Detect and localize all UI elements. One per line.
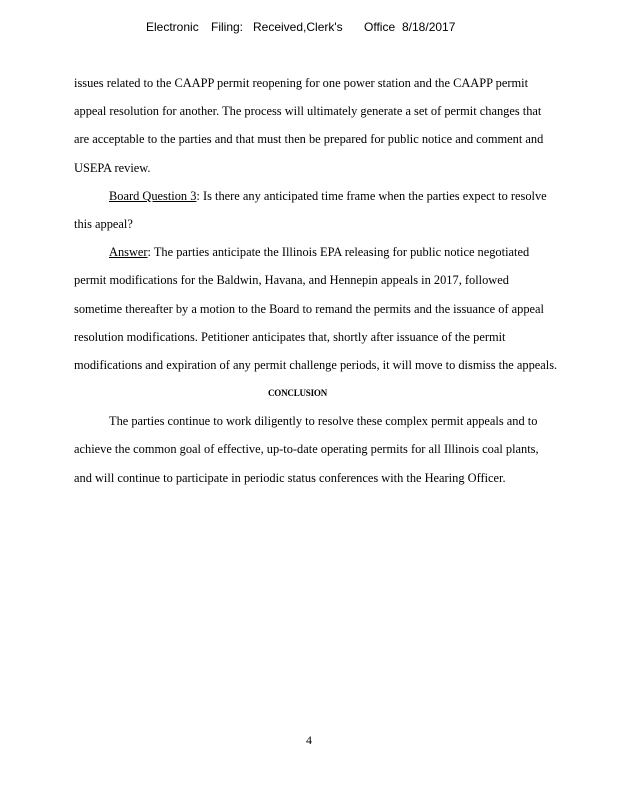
body-line: issues related to the CAAPP permit reopening for one power station and the CAAPP permit [74, 76, 529, 90]
body-line: appeal resolution for another. The process will ultimately generate a set of permit changes that [74, 104, 542, 119]
header-office: Office [364, 20, 396, 34]
body-line: USEPA review. [74, 160, 151, 175]
answer-text: : The parties anticipate the Illinois EPA releasing for public notice negotiated [147, 245, 530, 260]
conclusion-heading: CONCLUSION [268, 388, 328, 399]
question-line [74, 182, 614, 210]
body-line: and will continue to participate in periodic status conferences with the Hearing Officer. [74, 470, 506, 485]
body-line: resolution modifications. Petitioner anticipates that, shortly after issuance of the permit [74, 329, 506, 344]
header-date: 8/18/2017 [402, 20, 456, 34]
question-text: : Is there any anticipated time frame when the parties expect to resolve [196, 188, 547, 203]
header-filing: Filing: [211, 20, 244, 34]
header-electronic: Electronic [146, 20, 199, 34]
page-number: 4 [306, 733, 312, 747]
answer-label: Answer [109, 245, 148, 260]
header-received: Received,Clerk's [253, 20, 343, 34]
answer-line [74, 238, 614, 266]
body-line: are acceptable to the parties and that must then be prepared for public notice and comment and [74, 132, 544, 147]
document-body [74, 69, 614, 492]
body-line: this appeal? [74, 216, 133, 231]
body-line: The parties continue to work diligently to resolve these complex permit appeals and to [109, 414, 538, 429]
body-line: sometime thereafter by a motion to the Board to remand the permits and the issuance of appeal [74, 301, 545, 316]
body-line: achieve the common goal of effective, up-to-date operating permits for all Illinois coal plants, [74, 442, 539, 457]
body-line: permit modifications for the Baldwin, Havana, and Hennepin appeals in 2017, followed [74, 273, 509, 288]
question-label: Board Question 3 [109, 188, 197, 203]
body-line: modifications and expiration of any permit challenge periods, it will move to dismiss the appeals. [74, 357, 558, 372]
